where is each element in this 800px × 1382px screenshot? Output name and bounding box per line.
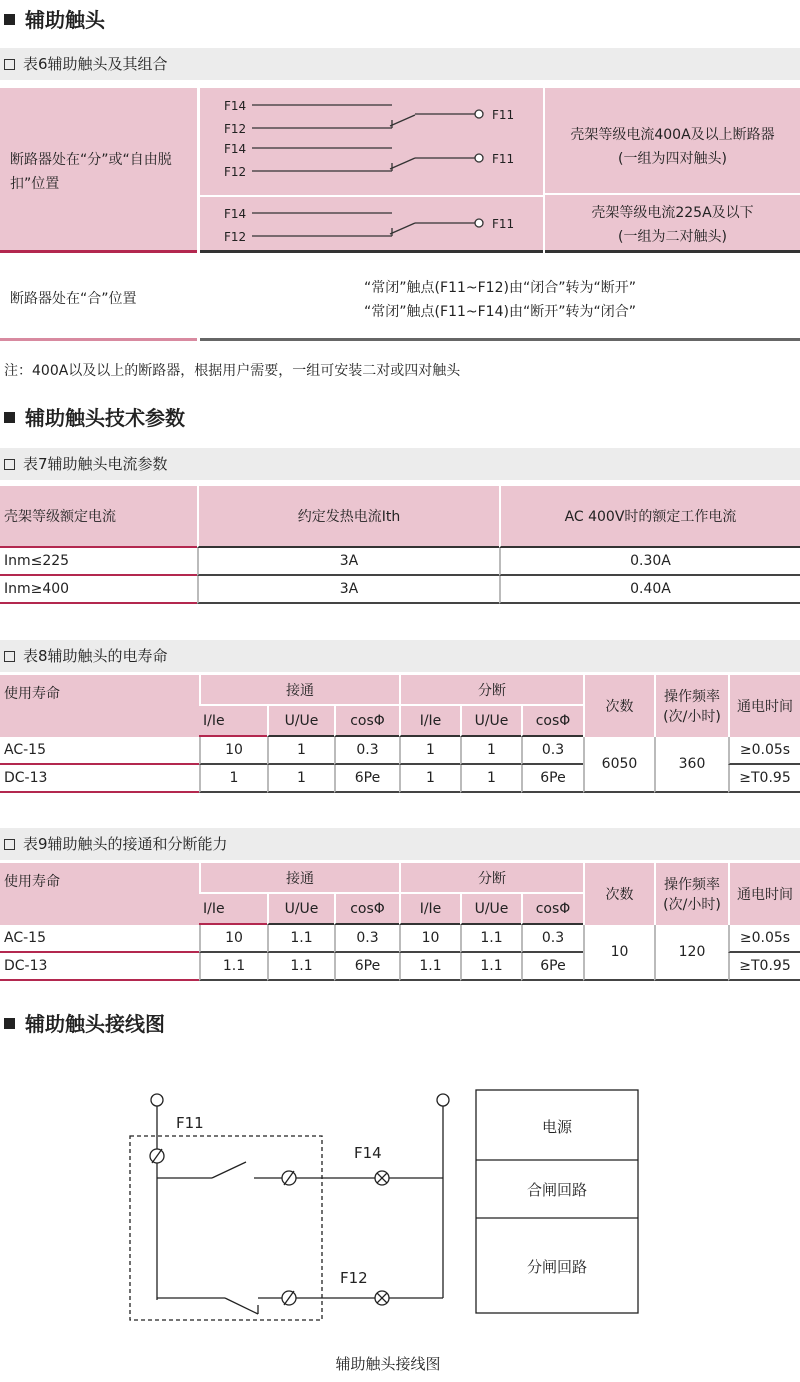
- table-row: Inm≥400 3A 0.40A: [0, 576, 800, 604]
- table7-caption: 表7辅助触头电流参数: [0, 448, 800, 480]
- label-f12: F12: [340, 1269, 368, 1287]
- table7: 壳架等级额定电流 约定发热电流Ith AC 400V时的额定工作电流 Inm≤225 3A 0.30A Inm≥400 3A 0.40A: [0, 486, 800, 604]
- t6-row2-label-cell: 断路器处在“合”位置: [0, 258, 197, 341]
- label-open-circuit: 分闸回路: [526, 1258, 588, 1276]
- table-row: DC-13 1.1 1.1 6Pe 1.1 1.1 6Pe ≥T0.95: [0, 953, 800, 981]
- svg-text:F12: F12: [224, 122, 247, 136]
- t6-desc-400: 壳架等级电流400A及以上断路器 (一组为四对触头): [545, 88, 800, 193]
- wiring-caption: 辅助触头接线图: [335, 1355, 441, 1373]
- table8: 使用寿命 接通 分断 次数 操作频率(次/小时) 通电时间 I/Ie U/Ue cosΦ I/Ie U/Ue cosΦ AC-15 10 1 0.3 1 1 0.3 6050 360 ≥0.05s DC-13 1 1 6Pe 1 1 6Pe ≥T0.95: [0, 675, 800, 793]
- svg-text:F12: F12: [224, 165, 247, 179]
- table-row: Inm≤225 3A 0.30A: [0, 548, 800, 576]
- note: 注：400A以及以上的断路器，根据用户需要，一组可安装二对或四对触头: [4, 363, 461, 379]
- wiring-diagram: [0, 1080, 800, 1330]
- svg-text:F14: F14: [224, 207, 247, 221]
- contact-diagrams: [200, 88, 543, 250]
- section-heading-tech-params: 辅助触头技术参数: [4, 402, 185, 431]
- svg-text:F14: F14: [224, 142, 247, 156]
- t6-diagram-cell: [200, 88, 543, 253]
- table9-caption: 表9辅助触头的接通和分断能力: [0, 828, 800, 860]
- table6-caption: 表6辅助触头及其组合: [0, 48, 800, 80]
- table-row: AC-15 10 1.1 0.3 10 1.1 0.3 10 120 ≥0.05s: [0, 925, 800, 953]
- t6-row1-label: 断路器处在“分”或“自由脱扣”位置: [10, 152, 172, 192]
- label-power: 电源: [541, 1118, 573, 1136]
- label-f11: F11: [176, 1114, 204, 1132]
- table-row: AC-15 10 1 0.3 1 1 0.3 6050 360 ≥0.05s: [0, 737, 800, 765]
- t6-row2-text: “常闭”触点(F11~F12)由“闭合”转为“断开” “常闭”触点(F11~F14)由“断开”转为“闭合”: [200, 258, 800, 341]
- table8-caption: 表8辅助触头的电寿命: [0, 640, 800, 672]
- table9: 使用寿命 接通 分断 次数 操作频率(次/小时) 通电时间 I/Ie U/Ue cosΦ I/Ie U/Ue cosΦ AC-15 10 1.1 0.3 10 1.1 0.3 10 120 ≥0.05s DC-13 1.1 1.1 6Pe 1.1 1.1 6Pe ≥T0.95: [0, 863, 800, 981]
- label-close-circuit: 合闸回路: [526, 1181, 588, 1199]
- svg-text:F11: F11: [492, 108, 515, 122]
- t6-row1-label-cell: [0, 88, 197, 253]
- section-heading-wiring: 辅助触头接线图: [4, 1008, 165, 1037]
- t6-desc-225: 壳架等级电流225A及以下 (一组为二对触头): [545, 195, 800, 253]
- svg-text:F12: F12: [224, 230, 247, 244]
- table-row: DC-13 1 1 6Pe 1 1 6Pe ≥T0.95: [0, 765, 800, 793]
- svg-text:F11: F11: [492, 152, 515, 166]
- section-heading-aux-contacts: 辅助触头: [4, 4, 105, 33]
- svg-text:F11: F11: [492, 217, 515, 231]
- label-f14: F14: [354, 1144, 382, 1162]
- svg-text:F14: F14: [224, 99, 247, 113]
